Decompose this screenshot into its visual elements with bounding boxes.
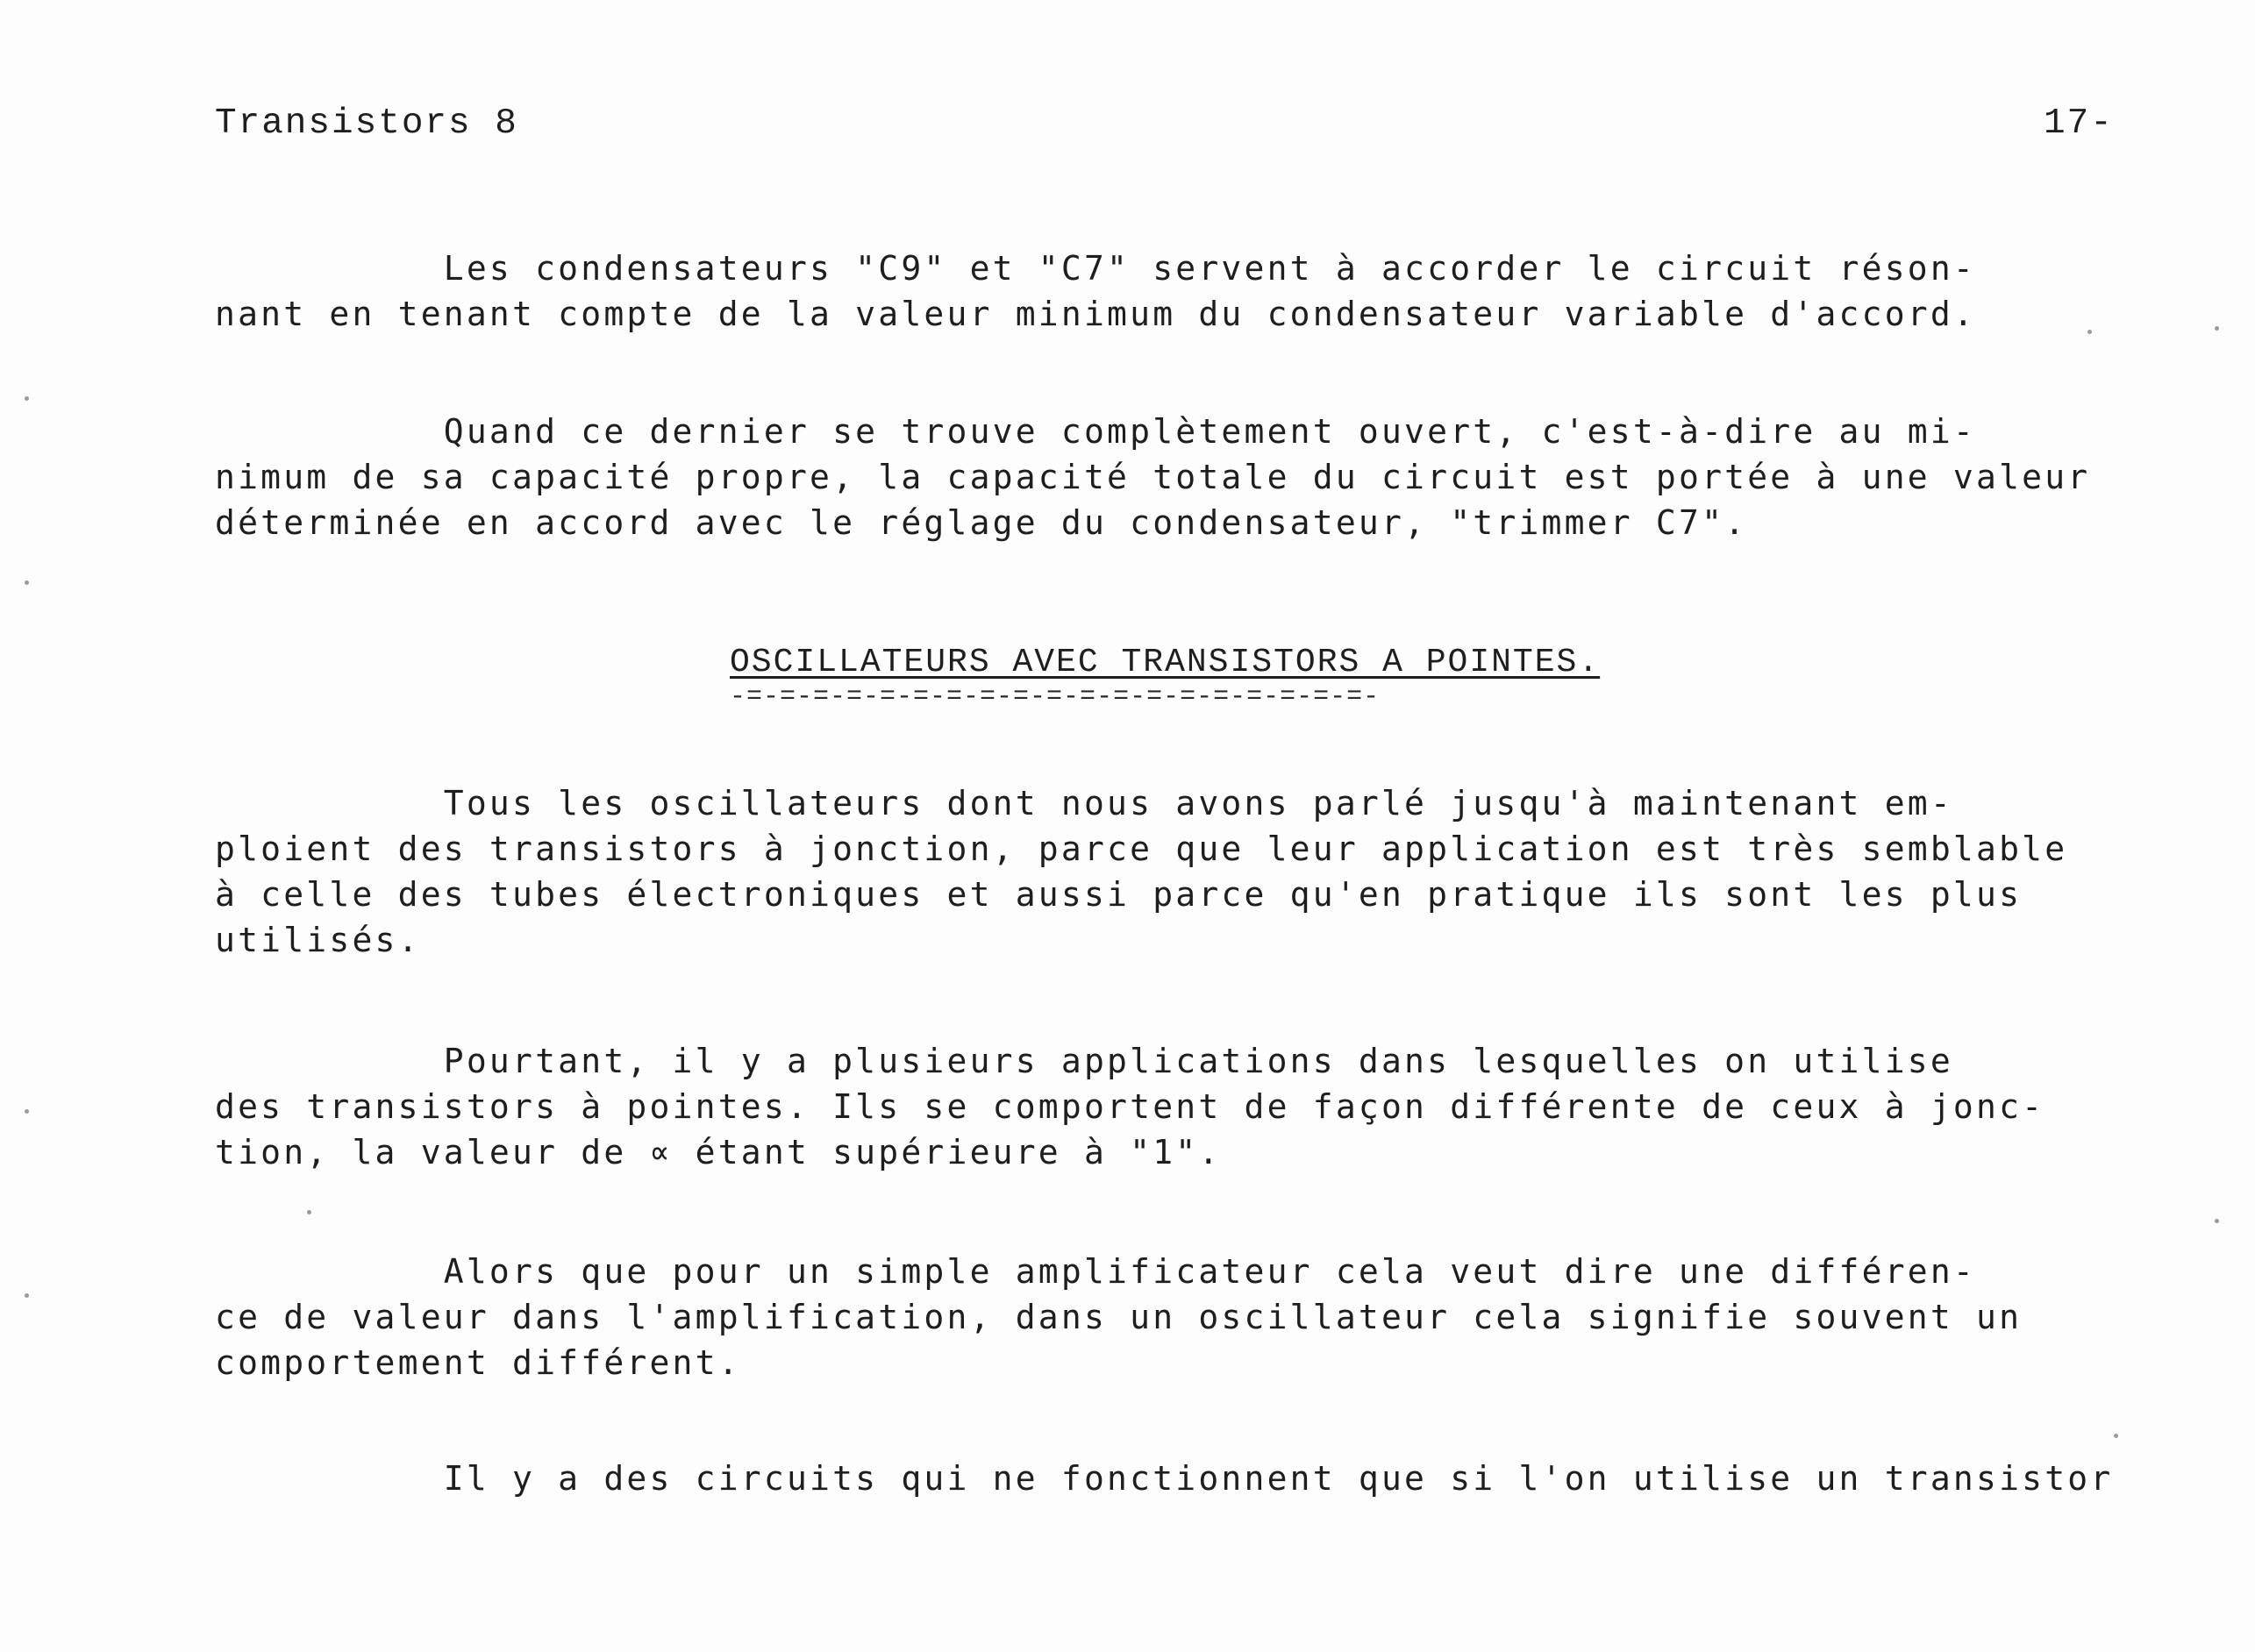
paragraph-1 xyxy=(215,246,1976,337)
paragraph-line: Quand ce dernier se trouve complètement ouvert, c'est-à-dire au mi- xyxy=(215,412,1977,451)
paragraph-line: utilisés. xyxy=(215,921,421,959)
paragraph-5 xyxy=(215,1249,2022,1385)
paragraph-line: Pourtant, il y a plusieurs applications dans lesquelles on utilise xyxy=(215,1042,1953,1080)
scan-speck xyxy=(25,396,29,401)
paragraph-line: Alors que pour un simple amplificateur cela veut dire une différen- xyxy=(215,1252,1977,1291)
paragraph-line: nimum de sa capacité propre, la capacité totale du circuit est portée à une valeur xyxy=(215,458,2091,496)
scan-speck xyxy=(25,1109,29,1114)
paragraph-line: ploient des transistors à jonction, parce que leur application est très semblable xyxy=(215,830,2068,868)
paragraph-line: à celle des tubes électroniques et aussi parce qu'en pratique ils sont les plus xyxy=(215,875,2023,914)
scan-speck xyxy=(25,580,29,585)
paragraph-line: Il y a des circuits qui ne fonctionnent que si l'on utilise un transistor xyxy=(215,1459,2114,1498)
paragraph-line: comportement différent. xyxy=(215,1343,741,1382)
section-heading-rule: -=-=-=-=-=-=-=-=-=-=-=-=-=-=-=-=-=-=-=- xyxy=(730,682,1381,712)
page-number: 17- xyxy=(2044,103,2114,144)
paragraph-line: ce de valeur dans l'amplification, dans un oscillateur cela signifie souvent un xyxy=(215,1298,2023,1336)
paragraph-2 xyxy=(215,409,2090,545)
scan-speck xyxy=(2215,1219,2219,1223)
running-header-title: Transistors 8 xyxy=(215,103,518,144)
scan-speck xyxy=(25,1293,29,1298)
paragraph-line: des transistors à pointes. Ils se comportent de façon différente de ceux à jonc- xyxy=(215,1087,2045,1126)
paragraph-line: nant en tenant compte de la valeur minimum du condensateur variable d'accord. xyxy=(215,295,1977,333)
paragraph-6 xyxy=(215,1456,2113,1501)
scan-speck xyxy=(2215,326,2219,331)
paragraph-line: tion, la valeur de ∝ étant supérieure à "1". xyxy=(215,1133,1222,1171)
paragraph-3 xyxy=(215,780,2067,963)
section-heading: OSCILLATEURS AVEC TRANSISTORS A POINTES. xyxy=(730,644,1601,681)
scan-speck xyxy=(307,1210,311,1214)
scan-speck xyxy=(2087,330,2092,334)
scan-speck xyxy=(2114,1434,2118,1438)
paragraph-line: Tous les oscillateurs dont nous avons parlé jusqu'à maintenant em- xyxy=(215,784,1953,822)
paragraph-line: Les condensateurs "C9" et "C7" servent à accorder le circuit réson- xyxy=(215,249,1977,288)
paragraph-line: déterminée en accord avec le réglage du condensateur, "trimmer C7". xyxy=(215,503,1748,542)
paragraph-4 xyxy=(215,1038,2044,1175)
